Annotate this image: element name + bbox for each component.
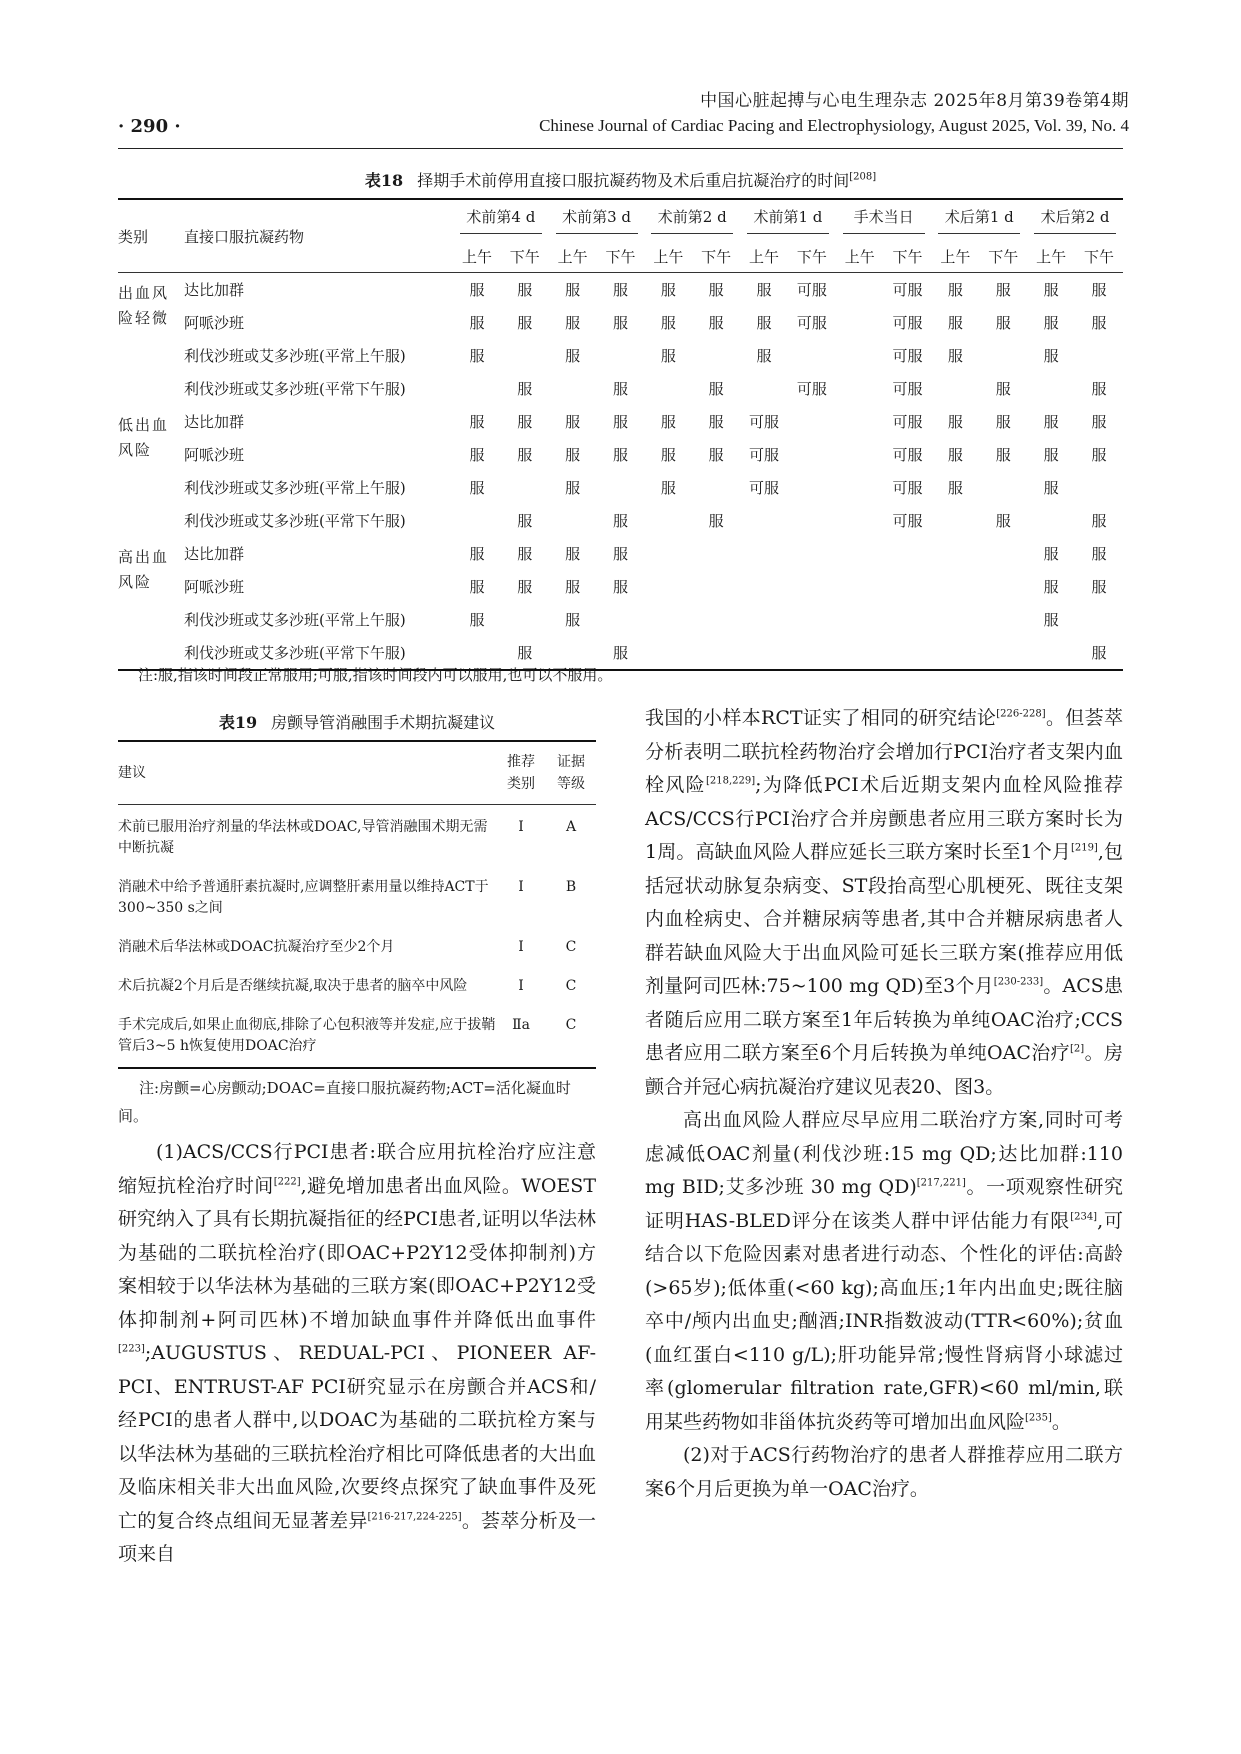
table18-cell — [884, 603, 932, 636]
citation: [217,221] — [916, 1177, 966, 1189]
table18-drug: 利伐沙班或艾多沙班(平常下午服) — [178, 636, 453, 670]
table18-cell: 服 — [469, 479, 485, 497]
table18-cell: 服 — [660, 413, 676, 431]
table18-cell: 服 — [565, 314, 581, 332]
table18-cell — [788, 570, 836, 603]
table18-cell — [501, 339, 549, 372]
table18-cell: 服 — [995, 380, 1011, 398]
table18-cell: 服 — [756, 281, 772, 299]
table18-cell: 服 — [1043, 413, 1059, 431]
table18-cell: 服 — [947, 446, 963, 464]
table18-cell — [644, 504, 692, 537]
table-row — [118, 339, 1123, 372]
table18-cell: 服 — [612, 380, 628, 398]
table18-cell — [836, 537, 884, 570]
table19-rec-text: 手术完成后,如果止血彻底,排除了心包积液等并发症,应于拔鞘管后3~5 h恢复使用DOAC治疗 — [118, 1003, 496, 1068]
table18-cell — [644, 372, 692, 405]
table18-cell: 服 — [565, 611, 581, 629]
table18-day-header: 术前第4 d — [460, 206, 542, 234]
table18-cell — [836, 471, 884, 504]
table18-cell — [1075, 603, 1123, 636]
table18-cell: 服 — [947, 413, 963, 431]
table18-cell: 服 — [469, 578, 485, 596]
table19-rec-text: 消融术中给予普通肝素抗凝时,应调整肝素用量以维持ACT于300~350 s之间 — [118, 879, 489, 916]
table18-cell: 可服 — [892, 446, 923, 464]
table18-cell: 服 — [517, 578, 533, 596]
table18-cell — [644, 570, 692, 603]
table18-cell: 服 — [469, 413, 485, 431]
table18-day-header: 术后第2 d — [1034, 206, 1116, 234]
table18-cell — [453, 372, 501, 405]
table19-caption — [118, 710, 596, 733]
page-number: · 290 · — [118, 116, 181, 137]
table18-pm-header: 下午 — [979, 240, 1027, 273]
table18-cell — [931, 537, 979, 570]
table18-cell — [836, 438, 884, 471]
table18-category: 高出血风险 — [118, 537, 178, 670]
table18-cell: 服 — [517, 281, 533, 299]
table18-cell: 可服 — [892, 512, 923, 530]
table18-title: 择期手术前停用直接口服抗凝药物及术后重启抗凝治疗的时间 — [417, 171, 850, 190]
table18-cell: 服 — [517, 545, 533, 563]
table18-cell: 服 — [947, 314, 963, 332]
table18-cell: 服 — [612, 578, 628, 596]
table18-cell — [836, 636, 884, 670]
table18-cell — [740, 636, 788, 670]
table18-cell — [884, 537, 932, 570]
table18-cell: 服 — [469, 314, 485, 332]
table18-cell — [788, 504, 836, 537]
table18-cell: 可服 — [796, 314, 827, 332]
table18-cell: 服 — [612, 281, 628, 299]
table18-cell: 服 — [660, 479, 676, 497]
table18-cell — [692, 471, 740, 504]
table18-cell: 服 — [612, 413, 628, 431]
table18-cell — [597, 339, 645, 372]
table18-cell: 可服 — [892, 347, 923, 365]
table19-class: Ⅰ — [518, 939, 524, 955]
table18-cell: 服 — [612, 545, 628, 563]
table18-cell: 服 — [1043, 578, 1059, 596]
table18-cell: 可服 — [796, 281, 827, 299]
citation: [234] — [1070, 1211, 1098, 1223]
left-column-text — [118, 1136, 596, 1572]
table18-cell: 服 — [708, 380, 724, 398]
table18-cell: 服 — [565, 347, 581, 365]
table18-drug: 阿哌沙班 — [184, 578, 245, 596]
table18-cell — [1075, 339, 1123, 372]
table-row — [118, 273, 1123, 307]
table-row — [118, 438, 1123, 471]
table18-cell — [740, 537, 788, 570]
table18-cell: 服 — [995, 413, 1011, 431]
table18-cell: 服 — [612, 446, 628, 464]
table18-drug: 利伐沙班或艾多沙班(平常下午服) — [184, 380, 406, 398]
table18-cell: 服 — [1043, 446, 1059, 464]
table18-cell: 服 — [565, 479, 581, 497]
table18-day-header: 术前第2 d — [651, 206, 733, 234]
table18-cell — [884, 570, 932, 603]
table18-cell — [979, 339, 1027, 372]
table18-cell — [692, 339, 740, 372]
paragraph: 我国的小样本RCT证实了相同的研究结论[226-228]。但荟萃分析表明二联抗栓药物治疗会增加行PCI治疗者支架内血栓风险[218,229];为降低PCI术后近期支架内血栓风险推荐ACS/CCS行PCI治疗合并房颤患者应用三联方案时长为1周。高缺血风险人群应延长三联方案时长至1个月[219],包括冠状动脉复杂病变、ST段抬高型心肌梗死、既往支架内血栓病史、合并糖尿病等患者,其中合并糖尿病患者人群若缺血风险大于出血风险可延长三联方案(推荐应用低剂量阿司匹林:75~100 mg QD)至3个月[230-233]。ACS患者随后应用二联方案至1年后转换为单纯OAC治疗;CCS患者应用二联方案至6个月后转换为单纯OAC治疗[2]。房颤合并冠心病抗凝治疗建议见表20、图3。 — [645, 707, 1123, 1098]
table18-cell: 服 — [756, 314, 772, 332]
table18-cell: 服 — [1091, 281, 1107, 299]
table18-cell — [788, 636, 836, 670]
table18-cell: 服 — [517, 413, 533, 431]
table18-cell: 可服 — [749, 479, 780, 497]
table18-cell — [549, 372, 597, 405]
table18-drug: 阿哌沙班 — [184, 446, 245, 464]
table18-cell: 服 — [947, 479, 963, 497]
table18-cell — [644, 537, 692, 570]
citation: [230-233] — [993, 976, 1044, 988]
right-column-text — [645, 702, 1123, 1506]
table19-rec-text: 消融术后华法林或DOAC抗凝治疗至少2个月 — [118, 939, 395, 955]
table18-cell: 服 — [947, 281, 963, 299]
table18-cell: 服 — [469, 545, 485, 563]
table-row — [118, 1003, 596, 1068]
table18-cell: 服 — [1043, 281, 1059, 299]
table18-cell: 服 — [597, 636, 645, 670]
citation: [223] — [118, 1343, 145, 1355]
table18-col-category: 类别 — [118, 199, 178, 273]
table18-cell — [740, 570, 788, 603]
table19-col-level: 证据 等级 — [546, 741, 596, 805]
table18-cell — [1027, 372, 1075, 405]
table18-am-header: 上午 — [644, 240, 692, 273]
table18-cell: 服 — [1091, 413, 1107, 431]
table18-cell — [644, 603, 692, 636]
table18-cell — [453, 504, 501, 537]
table18-cell: 服 — [1043, 314, 1059, 332]
table-row — [118, 925, 596, 964]
table18-cell: 可服 — [892, 281, 923, 299]
paragraph: (2)对于ACS行药物治疗的患者人群推荐应用二联方案6个月后更换为单一OAC治疗。 — [645, 1444, 1123, 1500]
table19-col-class: 推荐 类别 — [496, 741, 546, 805]
table18-category: 出血风险轻微 — [118, 284, 170, 327]
table18-label: 表18 — [364, 171, 404, 190]
table18-cell — [979, 603, 1027, 636]
table18-pm-header: 下午 — [501, 240, 549, 273]
table18-cell: 服 — [517, 314, 533, 332]
table18-cell: 可服 — [749, 446, 780, 464]
table18-cell — [740, 504, 788, 537]
table18-cell — [1027, 504, 1075, 537]
table18-cell: 服 — [565, 413, 581, 431]
table18-cell — [501, 603, 549, 636]
table18-cell: 服 — [517, 512, 533, 530]
citation: [235] — [1025, 1412, 1052, 1424]
table18-cell — [884, 636, 932, 670]
table18-pm-header: 下午 — [1075, 240, 1123, 273]
table19-level: B — [565, 879, 577, 895]
table18-cell: 服 — [1091, 314, 1107, 332]
table18-pm-header: 下午 — [884, 240, 932, 273]
table18-cell — [931, 570, 979, 603]
table18-cell: 服 — [708, 446, 724, 464]
citation: [218,229] — [706, 775, 756, 787]
table18-cell: 服 — [565, 578, 581, 596]
citation: [216-217,224-225] — [367, 1511, 462, 1523]
table18-cell — [979, 537, 1027, 570]
table-row — [118, 537, 1123, 570]
table18-cell: 服 — [660, 347, 676, 365]
table18-cell — [788, 471, 836, 504]
table18-drug: 利伐沙班或艾多沙班(平常下午服) — [184, 512, 406, 530]
table18-am-header: 上午 — [740, 240, 788, 273]
table18-cell — [740, 603, 788, 636]
table18-cell: 服 — [469, 347, 485, 365]
table18-cell — [836, 570, 884, 603]
table18-cell: 服 — [1091, 512, 1107, 530]
table18-cell: 服 — [947, 347, 963, 365]
paragraph: 高出血风险人群应尽早应用二联治疗方案,同时可考虑减低OAC剂量(利伐沙班:15 mg QD;达比加群:110 mg BID;艾多沙班 30 mg QD)[217,221]。一项观察性研究证明HAS-BLED评分在该类人群中评估能力有限[234],可结合以下危险因素对患者进行动态、个性化的评估:高龄(>65岁);低体重(<60 kg);高血压;1年内出血史;既往脑卒中/颅内出血史;酗酒;INR指数波动(TTR<60%);贫血(血红蛋白<110 g/L);肝功能异常;慢性肾病肾小球滤过率(glomerular filtration rate,GFR)<60 ml/min,联用某些药物如非甾体抗炎药等可增加出血风险[235]。 — [645, 1109, 1124, 1433]
table18-cell: 服 — [708, 314, 724, 332]
table-row — [118, 805, 596, 866]
table18-cell — [836, 273, 884, 307]
table18-cell: 服 — [1043, 611, 1059, 629]
table18-drug: 达比加群 — [184, 545, 245, 563]
table18-day-header: 术后第1 d — [938, 206, 1020, 234]
table18-cell: 服 — [1043, 347, 1059, 365]
table18 — [118, 198, 1123, 671]
table-row — [118, 372, 1123, 405]
table18-am-header: 上午 — [453, 240, 501, 273]
table-row — [118, 865, 596, 925]
table18-cell — [836, 504, 884, 537]
table18-cell: 服 — [501, 636, 549, 670]
table18-category: 低出血风险 — [118, 416, 170, 459]
table18-am-header: 上午 — [1027, 240, 1075, 273]
table-row — [118, 603, 1123, 636]
table18-cell: 服 — [660, 281, 676, 299]
table18-cell — [836, 603, 884, 636]
table18-am-header: 上午 — [931, 240, 979, 273]
table18-cell: 服 — [565, 446, 581, 464]
table18-cell: 服 — [995, 281, 1011, 299]
table18-cell: 可服 — [749, 413, 780, 431]
table18-cell — [788, 339, 836, 372]
table18-cell: 服 — [995, 314, 1011, 332]
table-row — [118, 471, 1123, 504]
table18-cell — [788, 603, 836, 636]
table18-cell — [979, 636, 1027, 670]
table18-cell: 服 — [612, 314, 628, 332]
table18-drug: 利伐沙班或艾多沙班(平常上午服) — [184, 479, 406, 497]
table18-cell — [549, 504, 597, 537]
table18-ref: [208] — [849, 171, 877, 183]
table18-cell: 服 — [1091, 578, 1107, 596]
table18-cell — [597, 471, 645, 504]
table18-day-header: 术前第1 d — [747, 206, 829, 234]
journal-header-en: Chinese Journal of Cardiac Pacing and Electrophysiology, August 2025, Vol. 39, No. 4 — [539, 116, 1129, 135]
table18-cell — [788, 537, 836, 570]
table18-cell: 服 — [660, 446, 676, 464]
table18-cell — [597, 603, 645, 636]
table18-cell — [1075, 471, 1123, 504]
table18-day-header: 手术当日 — [843, 206, 925, 234]
table18-drug: 利伐沙班或艾多沙班(平常上午服) — [184, 347, 406, 365]
table18-cell: 服 — [995, 512, 1011, 530]
table18-cell: 可服 — [796, 380, 827, 398]
table18-cell — [501, 471, 549, 504]
table18-drug: 达比加群 — [184, 413, 245, 431]
table18-col-drug: 直接口服抗凝药物 — [178, 199, 453, 273]
table18-cell: 服 — [708, 281, 724, 299]
table-row — [118, 964, 596, 1003]
table18-cell — [788, 405, 836, 438]
table19-level: C — [546, 1003, 596, 1068]
table19-title: 房颤导管消融围手术期抗凝建议 — [271, 713, 496, 732]
table18-cell: 服 — [708, 512, 724, 530]
table18-cell: 服 — [469, 611, 485, 629]
table19 — [118, 740, 596, 1069]
table18-cell: 服 — [469, 446, 485, 464]
table-row — [118, 306, 1123, 339]
table19-level: C — [565, 978, 577, 994]
table18-cell — [692, 636, 740, 670]
table18-note: 注:服,指该时间段正常服用;可服,指该时间段内可以服用,也可以不服用。 — [138, 666, 613, 684]
table18-cell: 服 — [612, 512, 628, 530]
table18-cell: 服 — [1091, 446, 1107, 464]
table18-cell — [692, 537, 740, 570]
table18-cell — [1027, 636, 1075, 670]
table18-cell: 服 — [660, 314, 676, 332]
table18-cell — [836, 372, 884, 405]
table19-level: C — [565, 939, 577, 955]
citation: [222] — [273, 1176, 301, 1188]
table18-drug: 阿哌沙班 — [184, 314, 245, 332]
citation: [226-228] — [996, 708, 1046, 720]
table18-cell — [931, 372, 979, 405]
table-row — [118, 405, 1123, 438]
table18-cell — [931, 603, 979, 636]
table18-cell: 服 — [995, 446, 1011, 464]
table18-pm-header: 下午 — [597, 240, 645, 273]
journal-header-cn: 中国心脏起搏与心电生理杂志 2025年8月第39卷第4期 — [700, 91, 1129, 111]
table18-cell: 服 — [565, 545, 581, 563]
table18-cell: 服 — [1043, 479, 1059, 497]
table18-cell: 服 — [756, 347, 772, 365]
table19-class: Ⅰ — [518, 879, 524, 895]
table18-cell — [644, 636, 692, 670]
table18-cell: 服 — [1091, 545, 1107, 563]
table18-pm-header: 下午 — [692, 240, 740, 273]
table18-cell — [979, 570, 1027, 603]
table18-drug: 达比加群 — [184, 281, 245, 299]
table18-cell: 服 — [469, 281, 485, 299]
table18-cell — [836, 405, 884, 438]
table18-cell: 服 — [517, 446, 533, 464]
table18-cell: 可服 — [892, 380, 923, 398]
citation: [2] — [1070, 1043, 1085, 1055]
table18-cell: 可服 — [892, 413, 923, 431]
table-row — [118, 504, 1123, 537]
table19-label: 表19 — [218, 713, 258, 732]
table18-day-header: 术前第3 d — [556, 206, 638, 234]
table18-cell: 服 — [565, 281, 581, 299]
citation: [219] — [1070, 842, 1098, 854]
table18-cell — [836, 306, 884, 339]
table18-cell: 可服 — [892, 479, 923, 497]
table18-cell: 服 — [1075, 636, 1123, 670]
table18-cell: 服 — [1043, 545, 1059, 563]
table19-class: Ⅰ — [518, 978, 524, 994]
table18-cell — [931, 504, 979, 537]
table-row — [118, 570, 1123, 603]
table18-cell — [788, 438, 836, 471]
table18-am-header: 上午 — [836, 240, 884, 273]
table18-cell: 可服 — [892, 314, 923, 332]
table19-note: 注:房颤=心房颤动;DOAC=直接口服抗凝药物;ACT=活化凝血时间。 — [118, 1079, 571, 1125]
table18-cell: 服 — [517, 380, 533, 398]
table18-drug: 利伐沙班或艾多沙班(平常上午服) — [184, 611, 406, 629]
table19-level: A — [565, 819, 577, 835]
table18-cell — [931, 636, 979, 670]
table19-col-rec: 建议 — [118, 741, 496, 805]
table18-cell — [692, 603, 740, 636]
table18-cell — [979, 471, 1027, 504]
table18-cell: 服 — [1091, 380, 1107, 398]
table18-caption — [118, 168, 1123, 191]
table19-class: Ⅰ — [518, 819, 524, 835]
table18-pm-header: 下午 — [788, 240, 836, 273]
table18-cell — [740, 372, 788, 405]
table18-cell: 服 — [708, 413, 724, 431]
table19-rec-text: 术前已服用治疗剂量的华法林或DOAC,导管消融围术期无需中断抗凝 — [118, 819, 488, 856]
header-rule — [118, 148, 1123, 149]
table19-class: Ⅱa — [496, 1003, 546, 1068]
table18-cell — [692, 570, 740, 603]
table19-rec-text: 术后抗凝2个月后是否继续抗凝,取决于患者的脑卒中风险 — [118, 978, 468, 994]
paragraph: (1)ACS/CCS行PCI患者:联合应用抗栓治疗应注意缩短抗栓治疗时间[222],避免增加患者出血风险。WOEST研究纳入了具有长期抗凝指征的经PCI患者,证明以华法林为基础的二联抗栓治疗(即OAC+P2Y12受体抑制剂)方案相较于以华法林为基础的三联方案(即OAC+P2Y12受体抑制剂+阿司匹林)不增加缺血事件并降低出血事件[223];AUGUSTUS、REDUAL-PCI、PIONEER AF-PCI、ENTRUST-AF PCI研究显示在房颤合并ACS和/经PCI的患者人群中,以DOAC为基础的二联抗栓方案与以华法林为基础的三联抗栓治疗相比可降低患者的大出血及临床相关非大出血风险,次要终点探究了缺血事件及死亡的复合终点组间无显著差异[216-217,224-225]。荟萃分析及一项来自 — [118, 1141, 596, 1565]
table18-am-header: 上午 — [549, 240, 597, 273]
table18-cell — [836, 339, 884, 372]
